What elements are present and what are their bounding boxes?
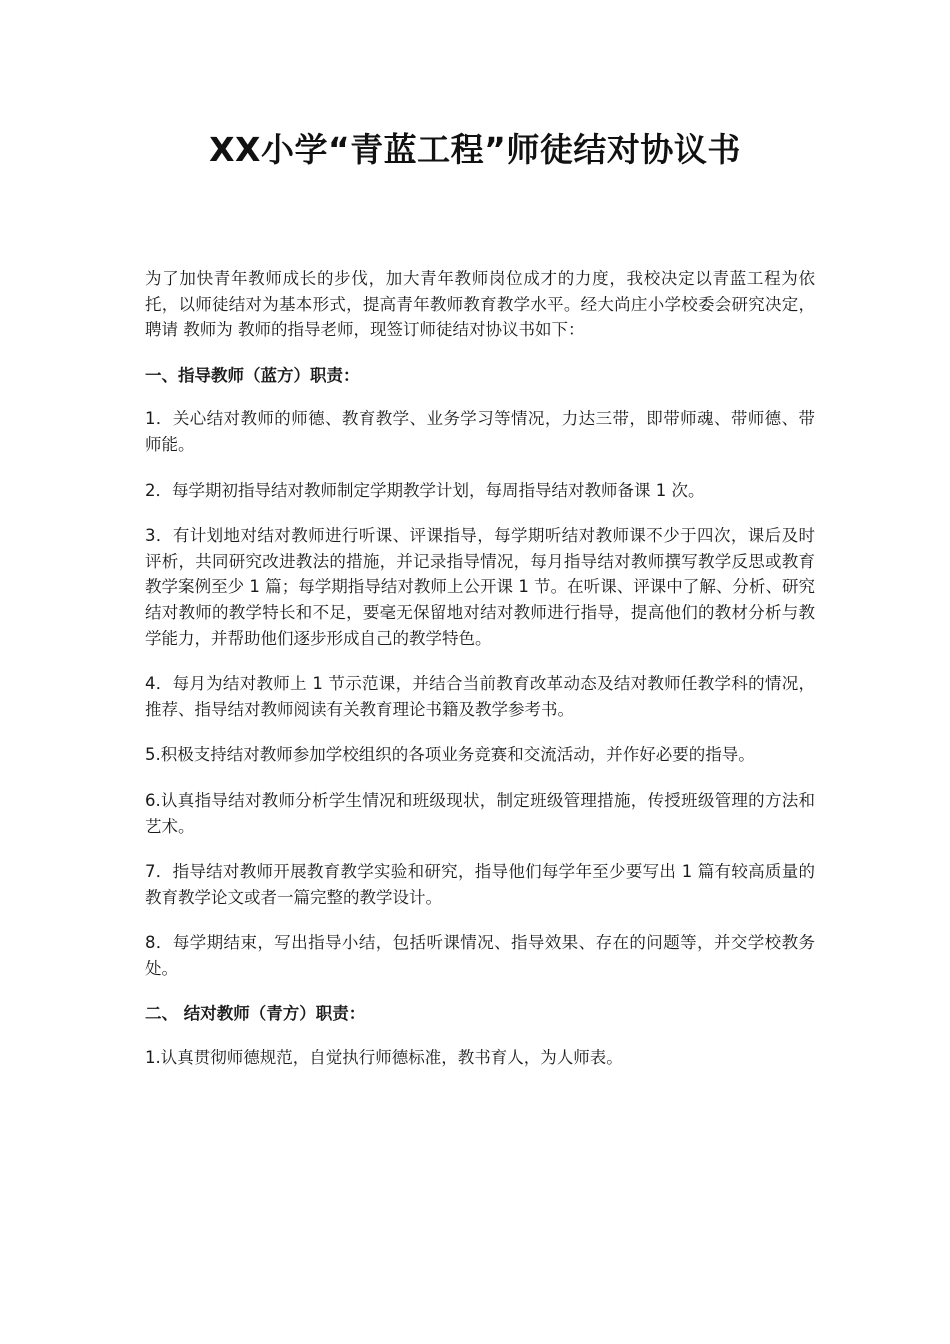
section-1-item: 7．指导结对教师开展教育教学实验和研究，指导他们每学年至少要写出 1 篇有较高质量的教育教学论文或者一篇完整的教学设计。 [145, 862, 815, 907]
section-1-heading: 一、指导教师（蓝方）职责： [145, 365, 360, 385]
section-1-item: 1．关心结对教师的师德、教育教学、业务学习等情况，力达三带，即带师魂、带师德、带师能。 [145, 409, 815, 454]
section-1-item: 3．有计划地对结对教师进行听课、评课指导，每学期听结对教师课不少于四次，课后及时评析，共同研究改进教法的措施，并记录指导情况，每月指导结对教师撰写教学反思或教育教学案例至少 1 篇；每学期指导结对教师上公开课 1 节。在听课、评课中了解、分析、研究结对教师的教学特长和不足，要毫无保留地对结对教师进行指导，提高他们的教材分析与教学能力，并帮助他们逐步形成自己的教学特色。 [145, 526, 815, 648]
section-1-item: 2．每学期初指导结对教师制定学期教学计划，每周指导结对教师备课 1 次。 [145, 480, 705, 500]
section-1-item: 5.积极支持结对教师参加学校组织的各项业务竞赛和交流活动，并作好必要的指导。 [145, 745, 755, 765]
document-title: XX小学“青蓝工程”师徒结对协议书 [209, 130, 741, 169]
section-2-heading: 二、 结对教师（青方）职责： [145, 1004, 366, 1024]
section-2-item: 1.认真贯彻师德规范，自觉执行师德标准，教书育人，为人师表。 [145, 1048, 623, 1068]
section-1-item: 4．每月为结对教师上 1 节示范课，并结合当前教育改革动态及结对教师任教学科的情况，推荐、指导结对教师阅读有关教育理论书籍及教学参考书。 [145, 674, 815, 719]
section-1-item: 6.认真指导结对教师分析学生情况和班级现状，制定班级管理措施，传授班级管理的方法和艺术。 [145, 790, 815, 836]
document-body [145, 266, 815, 1091]
section-1-item: 8．每学期结束，写出指导小结，包括听课情况、指导效果、存在的问题等，并交学校教务处。 [145, 933, 815, 978]
intro-paragraph: 为了加快青年教师成长的步伐，加大青年教师岗位成才的力度，我校决定以青蓝工程为依托，以师徒结对为基本形式，提高青年教师教育教学水平。经大尚庄小学校委会研究决定，聘请 教师为 教师的指导老师，现签订师徒结对协议书如下： [145, 269, 815, 340]
